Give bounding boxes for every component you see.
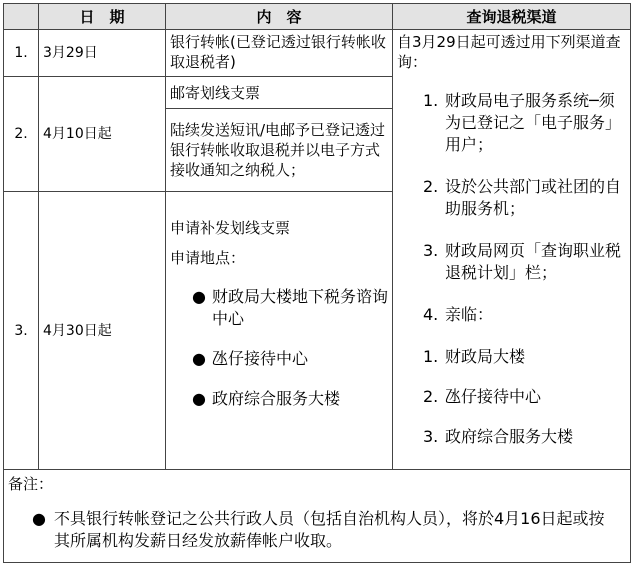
row-number: 2. — [4, 77, 39, 192]
row-content-reissue — [166, 192, 393, 470]
header-row — [4, 4, 631, 30]
item-number: 4. — [423, 305, 439, 324]
header-num — [4, 4, 39, 30]
list-item — [423, 386, 626, 408]
item-number: 3. — [423, 241, 439, 260]
list-item — [423, 90, 626, 156]
location-text: 氹仔接待中心 — [212, 349, 309, 368]
row-content-mail-cheque: 邮寄划线支票 — [166, 77, 393, 109]
note-item — [8, 508, 626, 552]
row-content: 银行转帐(已登记透过银行转帐收取退税者) — [166, 30, 393, 77]
row-date: 3月29日 — [39, 30, 166, 77]
note-text: 不具银行转帐登记之公共行政人员（包括自治机构人员），将於4月16日起或按其所属机构发薪日经发放薪俸帐户收取。 — [54, 509, 605, 550]
item-number: 2. — [423, 177, 439, 196]
location-list — [170, 286, 388, 410]
row-number: 3. — [4, 192, 39, 470]
list-item — [423, 346, 626, 368]
channel-cell — [393, 30, 631, 470]
table-row — [4, 30, 631, 77]
bullet-icon: ● — [192, 389, 206, 408]
list-item — [186, 388, 388, 410]
row-content-sms-email: 陆续发送短讯/电邮予已登记透过银行转帐收取退税并以电子方式接收通知之纳税人； — [166, 109, 393, 192]
location-text: 财政局大楼地下税务谘询中心 — [212, 287, 389, 328]
note-row — [4, 470, 631, 563]
item-text: 财政局大楼 — [445, 347, 526, 366]
row-date: 4月30日起 — [39, 192, 166, 470]
list-item — [186, 286, 388, 330]
list-item — [186, 348, 388, 370]
location-text: 政府综合服务大楼 — [212, 389, 341, 408]
bullet-icon: ● — [192, 287, 206, 306]
item-text: 设於公共部门或社团的自助服务机； — [445, 177, 622, 218]
item-text: 财政局电子服务系统─须为已登记之「电子服务」用户； — [445, 91, 622, 154]
item-number: 2. — [423, 387, 439, 406]
reissue-title: 申请补发划线支票 — [170, 219, 291, 237]
visit-sub-list — [397, 346, 626, 448]
channel-list — [397, 90, 626, 326]
list-item — [423, 176, 626, 220]
list-item — [423, 304, 626, 326]
item-text: 氹仔接待中心 — [445, 387, 542, 406]
item-number: 3. — [423, 427, 439, 446]
header-date: 日 期 — [39, 4, 166, 30]
item-number: 1. — [423, 347, 439, 366]
header-content: 内 容 — [166, 4, 393, 30]
row-date: 4月10日起 — [39, 77, 166, 192]
list-item — [423, 426, 626, 448]
item-text: 亲临： — [445, 305, 494, 324]
note-label: 备注： — [8, 475, 54, 493]
bullet-icon: ● — [32, 509, 46, 528]
item-number: 1. — [423, 91, 439, 110]
row-number: 1. — [4, 30, 39, 77]
list-item — [423, 240, 626, 284]
bullet-icon: ● — [192, 349, 206, 368]
header-channel: 查询退税渠道 — [393, 4, 631, 30]
channel-intro: 自3月29日起可透过用下列渠道查询： — [397, 33, 621, 71]
item-text: 财政局网页「查询职业税退税计划」栏； — [445, 241, 622, 282]
note-cell — [4, 470, 631, 563]
tax-refund-table — [3, 3, 631, 563]
location-label: 申请地点： — [170, 249, 246, 267]
item-text: 政府综合服务大楼 — [445, 427, 574, 446]
